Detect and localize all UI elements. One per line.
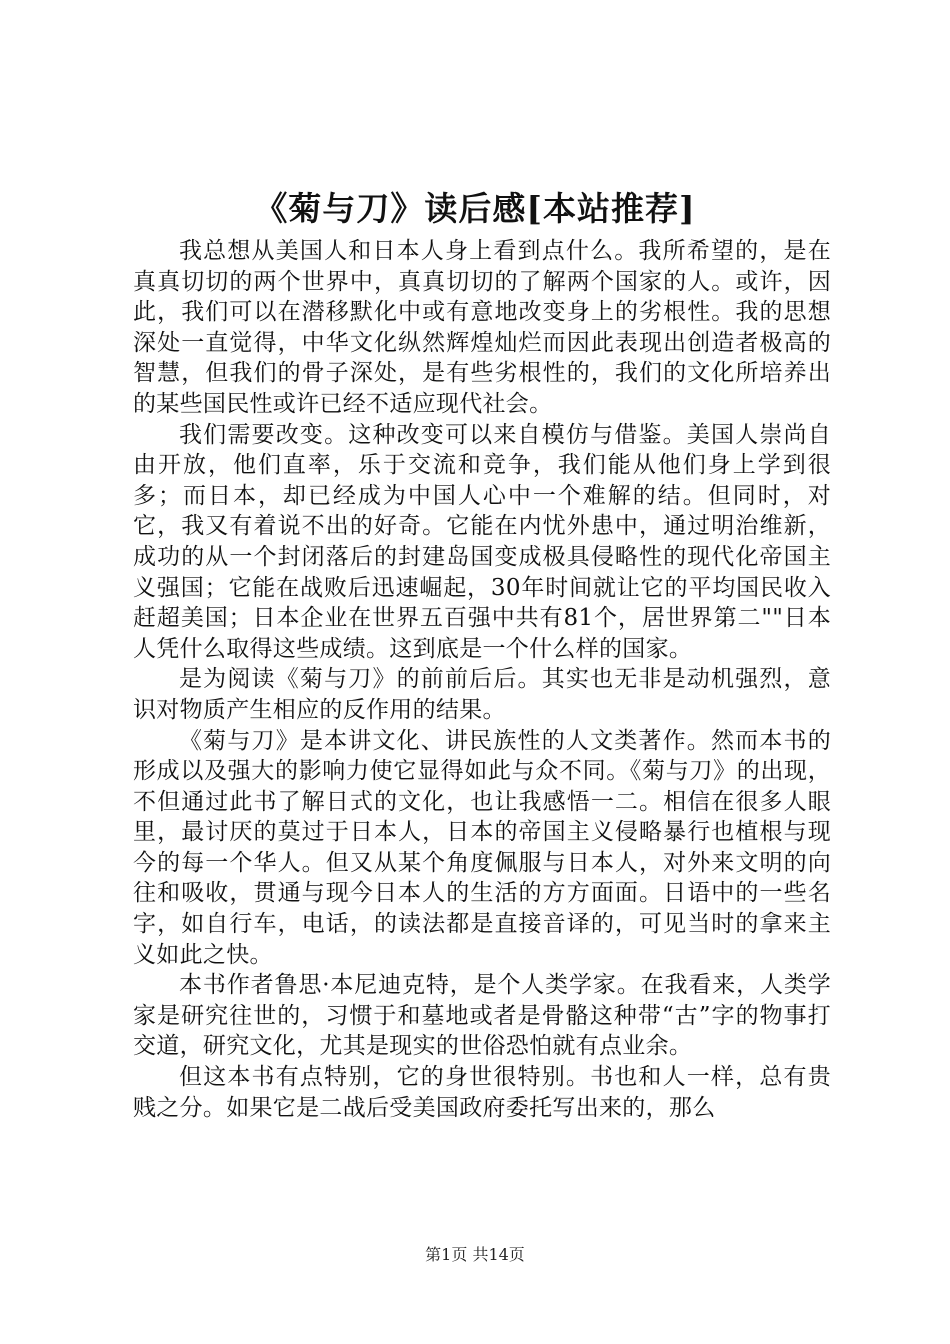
document-title: 《菊与刀》读后感[本站推荐] (254, 189, 696, 228)
paragraph-5: 本书作者鲁思·本尼迪克特，是个人类学家。在我看来，人类学家是研究往世的，习惯于和墓地或者是骨骼这种带“古”字的物事打交道，研究文化，尤其是现实的世俗恐怕就有点业余。 (133, 972, 831, 1060)
paragraph-2: 我们需要改变。这种改变可以来自模仿与借鉴。美国人崇尚自由开放，他们直率，乐于交流和竞争，我们能从他们身上学到很多；而日本，却已经成为中国人心中一个难解的结。但同时，对它，我又有着说不出的好奇。它能在内忧外患中，通过明治维新，成功的从一个封闭落后的封建岛国变成极具侵略性的现代化帝国主义强国；它能在战败后迅速崛起，30年时间就让它的平均国民收入赶超美国；日本企业在世界五百强中共有81个，居世界第二""日本人凭什么取得这些成绩。这到底是一个什么样的国家。 (133, 421, 831, 662)
document-body (133, 236, 831, 1123)
paragraph-3: 是为阅读《菊与刀》的前前后后。其实也无非是动机强烈，意识对物质产生相应的反作用的结果。 (133, 666, 831, 723)
paragraph-4: 《菊与刀》是本讲文化、讲民族性的人文类著作。然而本书的形成以及强大的影响力使它显得如此与众不同。《菊与刀》的出现，不但通过此书了解日式的文化，也让我感悟一二。相信在很多人眼里，最讨厌的莫过于日本人，日本的帝国主义侵略暴行也植根与现今的每一个华人。但又从某个角度佩服与日本人，对外来文明的向往和吸收，贯通与现今日本人的生活的方方面面。日语中的一些名字，如自行车，电话，的读法都是直接音译的，可见当时的拿来主义如此之快。 (133, 727, 831, 968)
paragraph-6: 但这本书有点特别，它的身世很特别。书也和人一样，总有贵贱之分。如果它是二战后受美国政府委托写出来的，那么 (133, 1064, 831, 1121)
paragraph-1: 我总想从美国人和日本人身上看到点什么。我所希望的，是在真真切切的两个世界中，真真切切的了解两个国家的人。或许，因此，我们可以在潜移默化中或有意地改变身上的劣根性。我的思想深处一直觉得，中华文化纵然辉煌灿烂而因此表现出创造者极高的智慧，但我们的骨子深处，是有些劣根性的，我们的文化所培养出的某些国民性或许已经不适应现代社会。 (133, 238, 831, 417)
page-number-footer: 第1页 共14页 (425, 1245, 525, 1264)
